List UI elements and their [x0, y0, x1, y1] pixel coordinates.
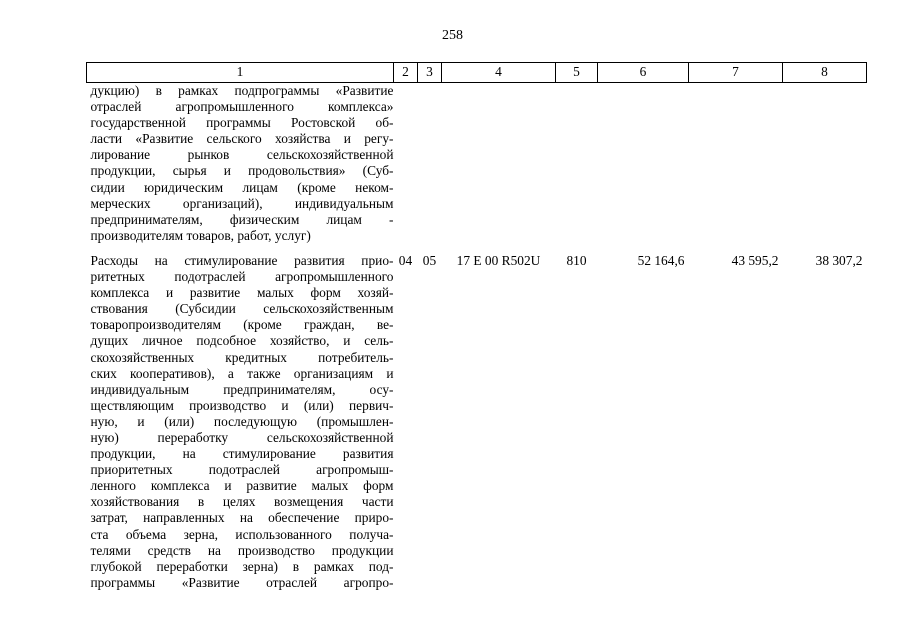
row-description	[87, 83, 394, 244]
cell-subsection: 05	[422, 252, 437, 268]
cell-target-item	[442, 83, 556, 244]
cell-amount-3: 38 307,2	[815, 252, 863, 268]
cell-amount-1	[598, 83, 689, 244]
text-line: ную) переработку сельскохозяйственной	[90, 429, 394, 445]
text-line: производителям товаров, работ, услуг)	[90, 227, 311, 243]
cell-subsection	[418, 83, 442, 244]
cell-amount-2: 43 595,2	[731, 252, 779, 268]
text-line: комплекса и развитие малых форм хозяй-	[90, 285, 394, 301]
text-line: индивидуальным предпринимателям, осу-	[90, 381, 394, 397]
text-line: ста объема зерна, использованного получа-	[90, 526, 394, 542]
text-line: телями средств на производство продукции	[90, 542, 394, 558]
text-line: Расходы на стимулирование развития прио-	[90, 252, 394, 268]
column-header: 7	[689, 63, 783, 83]
cell-amount-1: 52 164,6	[637, 252, 685, 268]
budget-table	[86, 62, 867, 591]
cell-expense-type: 810	[566, 252, 587, 268]
column-header: 3	[418, 63, 442, 83]
text-line: сидии юридическим лицам (кроме неком-	[90, 179, 394, 195]
text-line: дукцию) в рамках подпрограммы «Развитие	[90, 83, 394, 98]
text-line: государственной программы Ростовской об-	[90, 115, 394, 131]
text-line: ствования (Субсидии сельскохозяйственным	[90, 301, 394, 317]
text-line: мерческих организаций), индивидуальным	[90, 195, 394, 211]
cell-target-item: 17 Е 00 R502U	[456, 252, 541, 268]
cell-expense-type	[556, 83, 598, 244]
text-line: глубокой переработки зерна) в рамках под-	[90, 558, 394, 574]
header-row	[87, 63, 867, 83]
text-line: ритетных подотраслей агропромышленного	[90, 269, 394, 285]
text-line: ществляющим производство и (или) первич-	[90, 397, 394, 413]
text-line: предпринимателям, физическим лицам -	[90, 211, 394, 227]
cell-section	[394, 83, 418, 244]
text-line: ленного комплекса и развитие малых форм	[90, 478, 394, 494]
column-header: 4	[442, 63, 556, 83]
table-row	[87, 83, 867, 244]
column-header: 1	[87, 63, 394, 83]
text-line: приоритетных подотраслей агропромыш-	[90, 462, 394, 478]
cell-amount-3	[783, 83, 867, 244]
column-header: 6	[598, 63, 689, 83]
text-line: отраслей агропромышленного комплекса»	[90, 99, 394, 115]
table-row	[87, 253, 867, 591]
text-line: дущих личное подсобное хозяйство, и сель-	[90, 333, 394, 349]
text-line: продукции, на стимулирование развития	[90, 446, 394, 462]
text-line: продукции, сырья и продовольствия» (Суб-	[90, 163, 394, 179]
text-line: программы «Развитие отраслей агропро-	[90, 574, 394, 590]
cell-amount-2	[689, 83, 783, 244]
text-line: товаропроизводителям (кроме граждан, ве-	[90, 317, 394, 333]
text-line: ских кооперативов), а также организациям и	[90, 365, 394, 381]
text-line: лирование рынков сельскохозяйственной	[90, 147, 394, 163]
row-description	[87, 253, 394, 591]
column-header: 8	[783, 63, 867, 83]
text-line: ласти «Развитие сельского хозяйства и регу-	[90, 131, 394, 147]
text-line: хозяйствования в целях возмещения части	[90, 494, 394, 510]
row-spacer	[87, 244, 867, 253]
cell-section: 04	[398, 252, 413, 268]
page-number: 258	[442, 28, 463, 43]
column-header: 2	[394, 63, 418, 83]
text-line: ную, и (или) последующую (промышлен-	[90, 413, 394, 429]
column-header: 5	[556, 63, 598, 83]
text-line: скохозяйственных кредитных потребитель-	[90, 349, 394, 365]
text-line: затрат, направленных на обеспечение приро-	[90, 510, 394, 526]
